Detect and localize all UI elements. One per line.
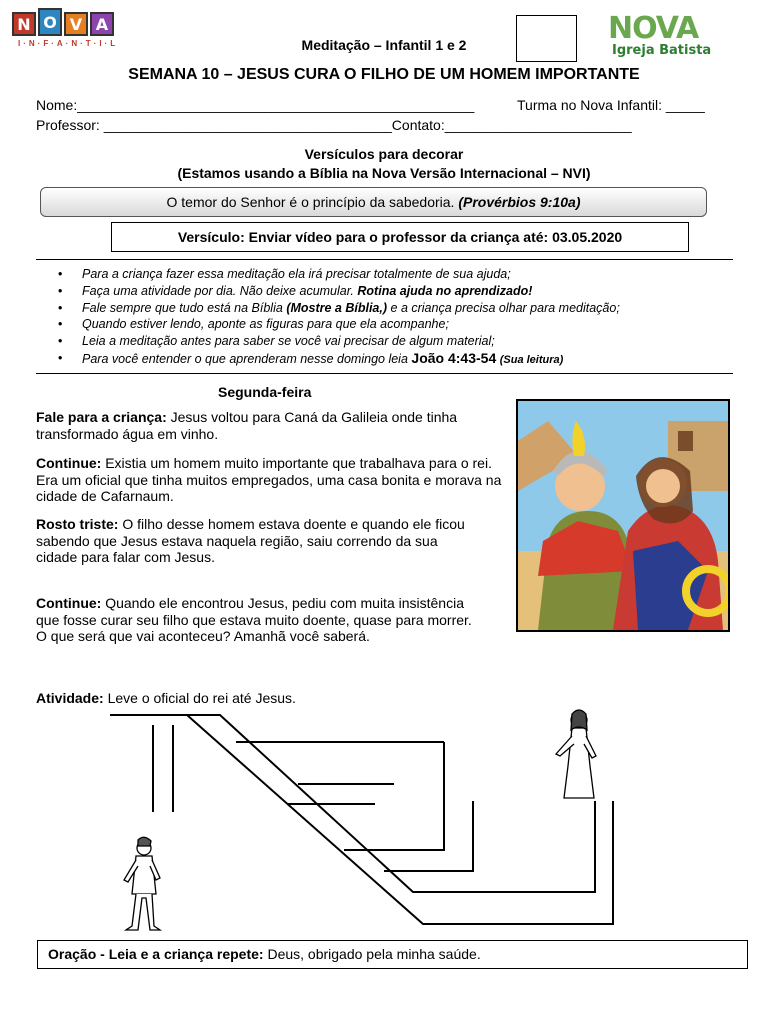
verse-text: O temor do Senhor é o princípio da sabedoria. <box>166 194 455 210</box>
paragraph-sad-face: Rosto triste: O filho desse homem estava doente e quando ele ficou sabendo que Jesus estava naquela região, saiu correndo da sua cidade para falar com Jesus. <box>36 516 465 565</box>
teacher-label: Professor: <box>36 117 100 133</box>
illustration-drawing <box>518 401 728 630</box>
logo-block-o: O <box>38 8 62 36</box>
instruction-item: • Fale sempre que tudo está na Bíblia (Mostre a Bíblia,) e a criança precisa olhar para meditação; <box>58 300 620 317</box>
official-figure <box>114 836 170 936</box>
week-title: SEMANA 10 – JESUS CURA O FILHO DE UM HOMEM IMPORTANTE <box>128 66 640 83</box>
name-field[interactable]: ___________________________________________________ <box>77 97 475 113</box>
name-row <box>36 97 474 113</box>
divider-top <box>36 259 733 260</box>
paragraph-intro: Fale para a criança: Jesus voltou para Caná da Galileia onde tinha transformado água em vinho. <box>36 409 458 442</box>
subject-title: Meditação – Infantil 1 e 2 <box>301 37 467 53</box>
verses-subheading: (Estamos usando a Bíblia na Nova Versão Internacional – NVI) <box>177 165 591 181</box>
class-label: Turma no Nova Infantil: <box>517 97 662 113</box>
prayer-text: Deus, obrigado pela minha saúde. <box>267 946 481 962</box>
contact-field[interactable]: ________________________ <box>444 117 632 133</box>
prayer-label: Oração - Leia e a criança repete: <box>48 946 264 962</box>
verses-heading: Versículos para decorar <box>304 146 464 162</box>
instruction-item: • Faça uma atividade por dia. Não deixe acumular. Rotina ajuda no aprendizado! <box>58 283 620 300</box>
logo-igreja-text: Igreja Batista <box>612 43 712 58</box>
maze-branch-a <box>344 742 444 850</box>
logo-nova-text: NOVA <box>608 11 699 46</box>
contact-label: Contato: <box>391 117 445 133</box>
instruction-item: • Para você entender o que aprenderam nesse domingo leia João 4:43-54 (Sua leitura) <box>58 350 620 369</box>
logo-block-a: A <box>90 12 114 36</box>
logo-block-v: V <box>64 12 88 36</box>
maze-branch-b <box>384 801 473 871</box>
class-field[interactable]: _____ <box>665 97 705 113</box>
paragraph-official: Continue: Existia um homem muito importante que trabalhava para o rei. Era um oficial que tinha muitos empregados, uma casa bonita e morava na cidade de Cafarnaum. <box>36 455 502 504</box>
instructions-list <box>58 266 620 369</box>
logo-block-n: N <box>12 12 36 36</box>
logo-infantil-text: I·N·F·A·N·T·I·L <box>18 39 119 48</box>
teacher-field[interactable]: _____________________________________ <box>103 117 392 133</box>
instruction-item: • Para a criança fazer essa meditação ela irá precisar totalmente de sua ajuda; <box>58 266 620 283</box>
video-deadline: Versículo: Enviar vídeo para o professor da criança até: 03.05.2020 <box>111 222 689 252</box>
verse-reference: (Provérbios 9:10a) <box>458 194 581 210</box>
maze-left-branch <box>153 725 173 812</box>
memory-verse <box>40 187 707 217</box>
jesus-figure <box>548 706 608 806</box>
divider-bottom <box>36 373 733 374</box>
class-row <box>517 97 705 113</box>
teacher-row <box>36 117 632 133</box>
paragraph-request: Continue: Quando ele encontrou Jesus, pediu com muita insistência que fosse curar seu filho que estava muito doente, quase para morrer. O que será que vai aconteceu? Amanhã você saberá. <box>36 595 472 644</box>
activity-instruction: Atividade: Leve o oficial do rei até Jesus. <box>36 690 296 706</box>
instruction-item: • Quando estiver lendo, aponte as figuras para que ela acompanhe; <box>58 316 620 333</box>
day-title: Segunda-feira <box>218 384 312 400</box>
name-label: Nome: <box>36 97 78 113</box>
prayer-box <box>37 940 748 969</box>
jesus-and-official-illustration <box>516 399 730 632</box>
instruction-item: • Leia a meditação antes para saber se você vai precisar de algum material; <box>58 333 620 350</box>
